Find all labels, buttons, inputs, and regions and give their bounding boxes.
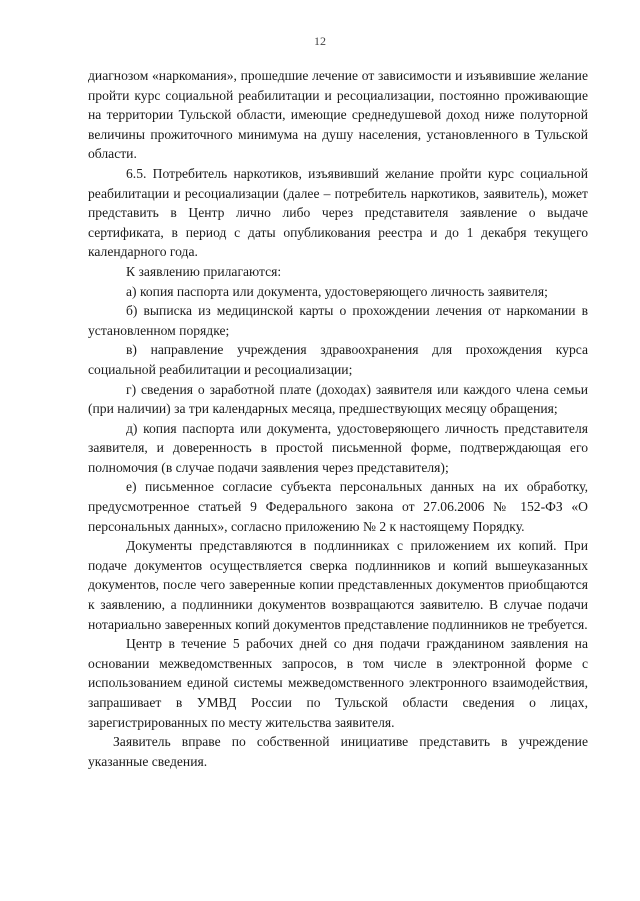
paragraph-documents: Документы представляются в подлинниках с приложением их копий. При подаче документов осуществляется сверка подлинников и копий вышеуказанных документов, после чего заверенные копии представленных документов приобщаются к заявлению, а подлинники документов возвращаются заявителю. В случае подачи нотариально заверенных копий документов представление подлинников не требуется. xyxy=(88,538,588,632)
document-body xyxy=(88,66,588,771)
page-number: 12 xyxy=(314,34,326,48)
list-item-d: д) копия паспорта или документа, удостоверяющего личность представителя заявителя, и доверенность в простой письменной форме, подтверждающая его полномочия (в случае подачи заявления через представителя); xyxy=(88,420,588,475)
paragraph-center-requests: Центр в течение 5 рабочих дней со дня подачи гражданином заявления на основании межведомственных запросов, в том числе в электронной форме с использованием единой системы межведомственного электронного взаимодействия, запрашивает в УМВД России по Тульской области сведения о лицах, зарегистрированных по месту жительства заявителя. xyxy=(88,636,588,730)
list-item-a: а) копия паспорта или документа, удостоверяющего личность заявителя; xyxy=(126,283,548,299)
list-item-v: в) направление учреждения здравоохранения для прохождения курса социальной реабилитации и ресоциализации; xyxy=(88,342,588,377)
paragraph-6-5: 6.5. Потребитель наркотиков, изъявивший желание пройти курс социальной реабилитации и ресоциализации (далее – потребитель наркотиков, заявитель), может представить в Центр лично либо через представителя заявление о выдаче сертификата, в период с даты опубликования реестра и до 1 декабря текущего календарного года. xyxy=(88,165,588,260)
list-item-g: г) сведения о заработной плате (доходах) заявителя или каждого члена семьи (при наличии) за три календарных месяца, предшествующих месяцу обращения; xyxy=(88,381,588,417)
paragraph-applicant-right: Заявитель вправе по собственной инициативе представить в учреждение указанные сведения. xyxy=(88,734,588,769)
list-item-b: б) выписка из медицинской карты о прохождении лечения от наркомании в установленном порядке; xyxy=(88,303,588,338)
paragraph-attachments-intro: К заявлению прилагаются: xyxy=(126,263,282,279)
list-item-e: е) письменное согласие субъекта персональных данных на их обработку, предусмотренное статьей 9 Федерального закона от 27.06.2006 № 152-ФЗ «О персональных данных», согласно приложению № 2 к настоящему Порядку. xyxy=(88,479,588,534)
paragraph-continuation: диагнозом «наркомания», прошедшие лечение от зависимости и изъявившие желание пройти курс социальной реабилитации и ресоциализации, постоянно проживающие на территории Тульской области, имеющие среднедушевой доход ниже полуторной величины прожиточного минимума на душу населения, установленного в Тульской области. xyxy=(88,68,588,162)
